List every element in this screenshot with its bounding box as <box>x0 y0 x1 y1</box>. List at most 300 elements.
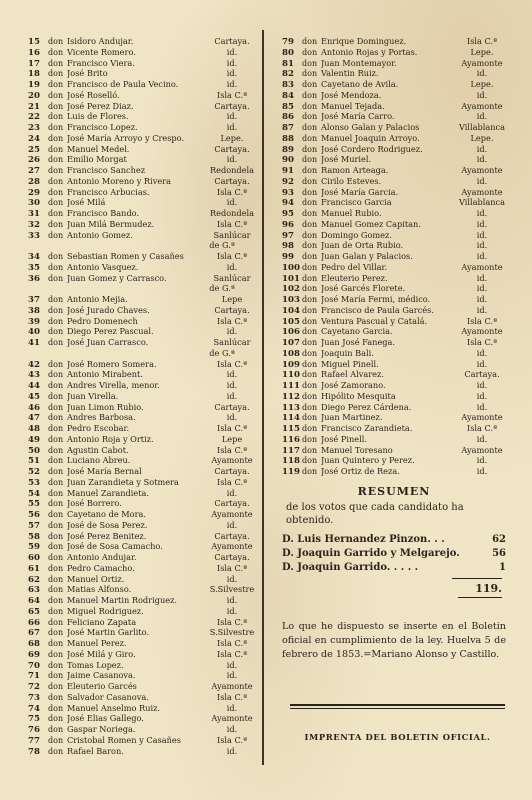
voter-number: 78 <box>28 746 40 757</box>
voter-number: 82 <box>282 69 294 80</box>
voter-number: 71 <box>28 671 40 682</box>
voter-name: Alonso Galan y Palacios <box>321 122 420 132</box>
voter-name: Cirilo Esteves. <box>321 175 382 186</box>
voter-place: Redondela <box>209 208 255 218</box>
voter-number: 84 <box>282 90 294 101</box>
voter-number: 105 <box>282 316 300 327</box>
voter-place: Isla C.ª <box>216 648 247 659</box>
place-continuation-text: de G.ª <box>209 240 235 251</box>
voter-name: Rafael Alvarez. <box>321 369 384 380</box>
title-don: don <box>48 262 64 272</box>
voter-row <box>28 681 256 692</box>
total-rule <box>452 578 502 579</box>
voter-row <box>282 111 506 122</box>
voter-name: Matias Alfonso. <box>67 584 132 595</box>
voter-place: id. <box>226 68 238 79</box>
title-don: don <box>302 90 318 100</box>
voter-number: 21 <box>28 101 40 112</box>
voter-name: José de Sosa Perez. <box>67 519 148 530</box>
voter-row <box>282 68 506 79</box>
voter-row <box>282 101 506 112</box>
voter-row <box>28 434 256 445</box>
title-don: don <box>302 133 318 143</box>
column-divider <box>262 30 264 765</box>
voter-place: id. <box>226 670 238 681</box>
voter-row <box>28 369 256 380</box>
resumen-section <box>282 485 506 598</box>
voter-number: 73 <box>28 692 40 703</box>
voter-row <box>28 326 256 337</box>
voter-row <box>28 713 256 724</box>
voter-number: 85 <box>282 101 294 112</box>
voter-number: 37 <box>28 295 40 305</box>
voter-place: Ayamonte <box>461 326 503 337</box>
footer-rule <box>290 704 505 706</box>
voter-place: id. <box>476 111 488 122</box>
title-don: don <box>48 703 64 713</box>
voter-name: Luis de Flores. <box>67 111 129 122</box>
voter-number: 101 <box>282 273 300 284</box>
voter-number: 54 <box>28 488 40 499</box>
voter-place: Isla C.ª <box>216 358 247 369</box>
voter-number: 65 <box>28 606 40 617</box>
voter-row <box>28 58 256 69</box>
voter-number: 86 <box>282 112 294 123</box>
voter-row <box>282 326 506 337</box>
voter-place: Isla C.ª <box>216 562 247 573</box>
title-don: don <box>48 413 64 423</box>
voter-number: 18 <box>28 69 40 80</box>
candidate-votes: 62 <box>492 534 506 545</box>
voter-row <box>28 305 256 316</box>
vote-row <box>282 561 506 575</box>
voter-place: Isla C.ª <box>216 691 247 702</box>
voter-row <box>28 197 256 208</box>
voter-place: id. <box>226 519 238 530</box>
title-don: don <box>48 370 64 380</box>
voter-place: Cartaya. <box>464 369 500 380</box>
voter-name: José Muriel. <box>321 154 372 165</box>
title-don: don <box>302 47 318 57</box>
title-don: don <box>48 112 64 122</box>
voter-number: 28 <box>28 176 40 187</box>
title-don: don <box>48 209 64 218</box>
voter-name: Francisco Lopez. <box>67 122 138 132</box>
voter-row <box>282 423 506 434</box>
voter-name: Valentin Ruiz. <box>321 68 379 79</box>
title-don: don <box>48 520 64 530</box>
voter-row <box>28 455 256 466</box>
voter-name: Rafael Baron. <box>67 745 124 756</box>
voter-number: 104 <box>282 305 300 316</box>
voter-place: Lepe. <box>470 79 494 89</box>
voter-place: Cartaya. <box>214 401 250 412</box>
voter-name: José Milá <box>67 197 106 208</box>
voter-number: 95 <box>282 209 294 219</box>
title-don: don <box>302 456 318 466</box>
voter-number: 103 <box>282 295 300 305</box>
voter-row <box>28 627 256 638</box>
voter-name: José María Arroyo y Crespo. <box>67 132 185 143</box>
voter-number: 76 <box>28 725 40 735</box>
voter-row <box>28 187 256 198</box>
voter-row <box>282 262 506 273</box>
voter-name: Eleuterio Perez. <box>321 272 388 283</box>
voter-place: id. <box>476 455 488 466</box>
voter-number: 34 <box>28 252 40 262</box>
title-don: don <box>302 338 318 347</box>
title-don: don <box>302 391 318 401</box>
voter-number: 62 <box>28 574 40 585</box>
voter-number: 40 <box>28 327 40 338</box>
voter-place: Ayamonte <box>461 444 503 455</box>
voter-number: 90 <box>282 155 294 166</box>
voter-name: José Pinell. <box>321 433 367 444</box>
voter-place: id. <box>476 358 488 369</box>
voter-number: 87 <box>282 123 294 133</box>
voter-place: Isla C.ª <box>216 616 247 627</box>
voter-place: id. <box>226 261 238 272</box>
voter-place: id. <box>476 68 488 79</box>
title-don: don <box>48 144 64 154</box>
voter-place: id. <box>226 573 238 584</box>
voter-place-continuation <box>28 348 256 359</box>
title-don: don <box>48 166 64 175</box>
voter-number: 33 <box>28 230 40 241</box>
voter-name: Francisco Viera. <box>67 57 135 68</box>
title-don: don <box>48 305 64 315</box>
voter-name: Hipólito Mesquita <box>321 390 396 401</box>
voter-place: id. <box>226 197 238 208</box>
voter-row <box>28 746 256 757</box>
voter-row <box>28 520 256 531</box>
title-don: don <box>48 198 64 208</box>
voter-place: Cartaya. <box>214 175 250 186</box>
title-don: don <box>48 542 64 552</box>
voter-place: id. <box>476 433 488 444</box>
voter-row <box>28 230 256 241</box>
voter-row <box>28 154 256 165</box>
voter-place: Isla C.ª <box>216 423 247 433</box>
voter-row <box>28 316 256 327</box>
voter-number: 26 <box>28 155 40 166</box>
voter-row <box>282 445 506 456</box>
title-don: don <box>48 628 64 638</box>
title-don: don <box>48 671 64 681</box>
title-don: don <box>302 144 318 154</box>
voter-number: 29 <box>28 187 40 198</box>
voter-name: Enrique Dominguez. <box>321 36 407 46</box>
voter-name: Antonio Mejia. <box>67 294 128 304</box>
voter-number: 32 <box>28 219 40 230</box>
title-don: don <box>302 209 318 218</box>
voter-number: 15 <box>28 37 40 47</box>
voter-number: 89 <box>282 144 294 155</box>
voter-number: 113 <box>282 402 300 413</box>
title-don: don <box>48 467 64 476</box>
voter-row <box>282 337 506 348</box>
vote-row <box>282 533 506 547</box>
title-don: don <box>48 574 64 584</box>
title-don: don <box>302 252 318 261</box>
title-don: don <box>302 316 318 326</box>
title-don: don <box>48 553 64 562</box>
voter-row <box>28 262 256 273</box>
voter-row <box>28 617 256 628</box>
title-don: don <box>48 391 64 401</box>
voter-number: 30 <box>28 198 40 209</box>
title-don: don <box>302 230 318 240</box>
title-don: don <box>48 531 64 541</box>
voter-place: id. <box>226 412 238 423</box>
voter-number: 111 <box>282 381 300 391</box>
voter-row <box>28 68 256 79</box>
voter-number: 93 <box>282 187 294 198</box>
voter-name: Francisco de Paula Garcés. <box>321 304 434 315</box>
voter-name: José Zamorano. <box>321 380 386 390</box>
voter-place: Villablanca <box>459 197 505 208</box>
voter-number: 77 <box>28 735 40 746</box>
voter-number: 80 <box>282 47 294 58</box>
title-don: don <box>302 445 318 455</box>
title-don: don <box>302 166 318 175</box>
title-don: don <box>302 80 318 89</box>
voter-number: 61 <box>28 563 40 574</box>
voter-place: Ayamonte <box>461 261 503 272</box>
voter-row <box>28 380 256 391</box>
voter-place: Ayamonte <box>211 455 253 466</box>
voter-row <box>28 552 256 563</box>
publication-note: Lo que he dispuesto se inserte en el Boletin oficial en cumplimiento de la ley. Huelva 5 de febrero de 1853.=Mariano Alonso y Castillo. <box>282 621 506 660</box>
voter-name: Emilio Morgat <box>67 154 127 165</box>
voter-number: 75 <box>28 714 40 725</box>
title-don: don <box>48 692 64 702</box>
voter-row <box>28 595 256 606</box>
voter-name: Cayetano Garcia. <box>321 326 393 337</box>
voter-name: Sebastian Romen y Casañes <box>67 251 184 261</box>
voter-row <box>282 369 506 380</box>
voter-row <box>28 391 256 402</box>
voter-name: Francisco Sanchez <box>67 165 146 175</box>
voter-row <box>28 477 256 488</box>
voter-number: 112 <box>282 391 300 402</box>
voter-row <box>28 638 256 649</box>
voter-name: José Romero Somera. <box>67 358 157 369</box>
title-don: don <box>48 649 64 659</box>
voter-number: 116 <box>282 434 300 445</box>
voter-row <box>28 273 256 284</box>
voter-place: id. <box>226 595 238 605</box>
voter-row <box>282 294 506 305</box>
votes-total: 119. <box>475 582 502 595</box>
voter-name: Pedro Domenech <box>67 315 138 326</box>
voter-place: id. <box>226 724 238 734</box>
voter-place: Cartaya. <box>214 466 250 476</box>
voter-name: Miguel Rodriguez. <box>67 605 144 616</box>
title-don: don <box>48 359 64 369</box>
voter-place: Sanlúcar <box>213 229 251 240</box>
voter-number: 81 <box>282 58 294 69</box>
title-don: don <box>48 69 64 79</box>
voter-place: id. <box>226 605 238 616</box>
voter-row <box>282 434 506 445</box>
voter-row <box>28 563 256 574</box>
voter-row <box>28 176 256 187</box>
voter-place: Sanlúcar <box>213 337 251 347</box>
voter-place: Cartaya. <box>214 304 250 315</box>
voter-row <box>282 230 506 241</box>
place-continuation-text: de G.ª <box>209 347 235 358</box>
title-don: don <box>302 273 318 283</box>
title-don: don <box>48 58 64 68</box>
voter-number: 36 <box>28 273 40 284</box>
resumen-subtitle: de los votos que cada candidato ha obtenido. <box>286 502 464 526</box>
voter-place: id. <box>476 294 488 304</box>
voter-row <box>28 219 256 230</box>
voter-number: 49 <box>28 434 40 445</box>
voter-place: Redondela <box>209 165 255 175</box>
voter-name: Francisco de Paula Vecino. <box>67 79 179 89</box>
voter-name: Manuel Zarandieta. <box>67 487 149 498</box>
voter-place: id. <box>476 240 488 251</box>
voter-row <box>282 79 506 90</box>
voter-number: 79 <box>282 37 294 47</box>
voter-place: Isla C.ª <box>216 89 247 100</box>
voter-name: José Martin Garlito. <box>67 627 150 638</box>
voter-number: 31 <box>28 209 40 219</box>
voter-number: 117 <box>282 445 300 456</box>
voter-place: Ayamonte <box>211 541 253 552</box>
voter-name: Manuel Anselmo Ruiz. <box>67 702 160 713</box>
voter-number: 92 <box>282 176 294 187</box>
voter-number: 44 <box>28 381 40 391</box>
voter-number: 102 <box>282 284 300 295</box>
voter-number: 108 <box>282 348 300 359</box>
title-don: don <box>48 424 64 433</box>
title-don: don <box>302 348 318 358</box>
voter-number: 91 <box>282 166 294 176</box>
voter-place: id. <box>226 390 238 401</box>
voter-row <box>282 165 506 176</box>
voter-name: José Perez Benitez. <box>67 530 147 541</box>
voter-row <box>282 58 506 69</box>
place-continuation-text: de G.ª <box>209 283 235 294</box>
total-underline <box>458 597 502 598</box>
voter-name: José Ortiz de Reza. <box>321 466 400 476</box>
voter-place: id. <box>476 390 488 401</box>
voter-row <box>282 412 506 423</box>
title-don: don <box>302 284 318 294</box>
title-don: don <box>302 37 318 46</box>
voter-number: 70 <box>28 660 40 671</box>
voter-place: id. <box>226 745 238 756</box>
voter-name: José Borrero. <box>67 498 122 509</box>
voter-name: Andres Barbosa. <box>67 412 136 423</box>
voter-number: 98 <box>282 241 294 252</box>
title-don: don <box>48 488 64 498</box>
voter-number: 39 <box>28 316 40 327</box>
voter-row <box>28 36 256 47</box>
voter-place: Isla C.ª <box>466 315 497 326</box>
title-don: don <box>302 424 318 433</box>
voter-row <box>282 348 506 359</box>
voter-number: 25 <box>28 144 40 155</box>
title-don: don <box>302 69 318 79</box>
voter-place: id. <box>476 208 488 218</box>
voter-place: Lepe. <box>220 132 244 143</box>
voter-name: Diego Perez Cárdena. <box>321 401 412 412</box>
title-don: don <box>48 187 64 197</box>
voter-place: id. <box>476 401 488 412</box>
voter-row <box>28 498 256 509</box>
title-don: don <box>302 295 318 304</box>
title-don: don <box>302 187 318 197</box>
voter-row <box>28 574 256 585</box>
voter-name: Gaspar Noriega. <box>67 724 136 734</box>
voter-row <box>28 541 256 552</box>
voter-row <box>282 176 506 187</box>
voter-name: Antonio Mirabent. <box>67 369 143 380</box>
voter-place: Villablanca <box>459 122 505 132</box>
voter-name: Francisco Garcia <box>321 197 392 208</box>
voter-name: Juan José Fanega. <box>321 337 396 347</box>
voter-row <box>282 90 506 101</box>
title-don: don <box>48 682 64 691</box>
title-don: don <box>48 47 64 57</box>
voter-number: 50 <box>28 445 40 456</box>
title-don: don <box>302 359 318 369</box>
voter-name: Francisco Arbucias. <box>67 186 150 197</box>
voter-row <box>28 208 256 219</box>
voter-row <box>282 197 506 208</box>
voter-place: Isla C.ª <box>216 476 247 487</box>
voter-name: Juan Quintero y Perez. <box>321 455 415 466</box>
title-don: don <box>48 477 64 487</box>
voter-number: 45 <box>28 391 40 402</box>
voter-row <box>282 36 506 47</box>
title-don: don <box>48 176 64 186</box>
voter-row <box>28 47 256 58</box>
voter-name: Juan Limon Rubio. <box>67 401 144 412</box>
voter-name: Juan Zarandieta y Sotmera <box>67 476 179 487</box>
title-don: don <box>302 176 318 186</box>
voter-place: Ayamonte <box>461 165 503 175</box>
voter-number: 16 <box>28 47 40 58</box>
voter-number: 56 <box>28 510 40 520</box>
voter-name: Juan Gomez y Carrasco. <box>67 272 167 283</box>
title-don: don <box>48 155 64 165</box>
voter-place: id. <box>226 111 238 122</box>
voter-row <box>282 359 506 370</box>
voter-place: id. <box>226 326 238 337</box>
voter-number: 51 <box>28 456 40 467</box>
voter-name: Domingo Gomez. <box>321 229 392 240</box>
voter-row <box>282 219 506 230</box>
voter-place: Lepe. <box>470 132 494 143</box>
title-don: don <box>48 746 64 756</box>
voter-place: Ayamonte <box>211 681 253 691</box>
title-don: don <box>48 123 64 132</box>
voter-number: 24 <box>28 133 40 144</box>
voter-name: Ramon Arteaga. <box>321 165 389 175</box>
title-don: don <box>302 381 318 390</box>
voter-number: 114 <box>282 413 300 424</box>
voter-name: Manuel Martin Rodriguez. <box>67 595 177 605</box>
voter-name: Juan Galan y Palacios. <box>321 251 413 261</box>
voter-row <box>282 391 506 402</box>
voter-number: 96 <box>282 219 294 230</box>
voter-row <box>28 670 256 681</box>
